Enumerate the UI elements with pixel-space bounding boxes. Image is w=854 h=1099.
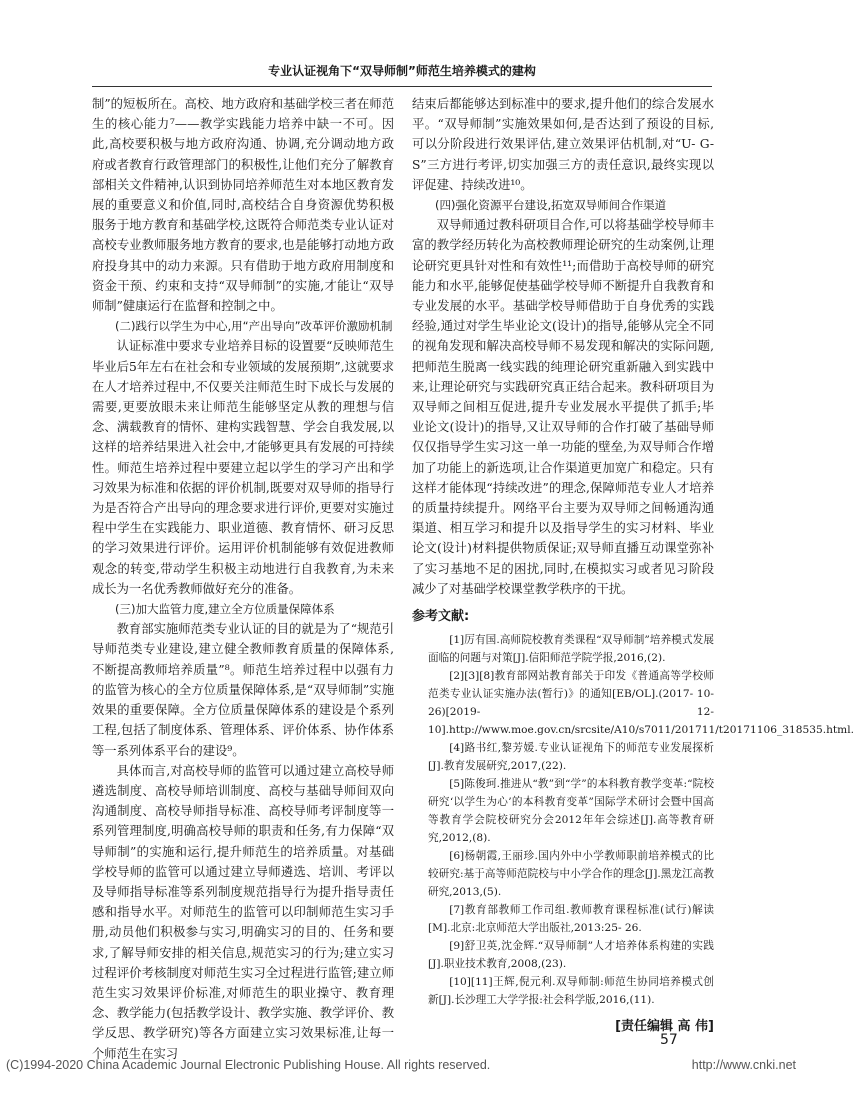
reference-item: [5]陈俊珂.推进从“教”到“学”的本科教育教学变革:“院校研究‘以学生为心’的本科教育变革”国际学术研讨会暨中国高等教育学会院校研究分会2012年年会综述[J].高等教育研究,2012,(8).	[428, 778, 714, 845]
header-rule	[92, 86, 712, 87]
paragraph: 制”的短板所在。高校、地方政府和基础学校三者在师范生的核心能力⁷——教学实践能力培养中缺一不可。因此,高校要积极与地方政府沟通、协调,充分调动地方政府或者教育行政管理部门的积极性,让他们充分了解教育部相关文件精神,认识到协同培养师范生对本地区教育发展的重要意义和价值,同时,高校结合自身资源优势积极服务于地方教育和基础学校,这既符合师范类专业认证对高校专业教师服务地方教育的要求,也是能够打动地方政府投身其中的动力来源。只有借助于地方政府用制度和资金干预、约束和支持“双导师制”的实施,才能让“双导师制”健康运行在监督和控制之中。	[92, 97, 394, 314]
paragraph: 双导师通过教科研项目合作,可以将基础学校导师丰富的教学经历转化为高校教师理论研究的生动案例,让理论研究更具针对性和有效性¹¹;而借助于高校导师的研究能力和水平,能够促使基础学校导师不断提升自我教育和专业发展的水平。基础学校导师借助于自身优秀的实践经验,通过对学生毕业论文(设计)的指导,能够从完全不同的视角发现和解决高校导师不易发现和解决的实际问题,把师范生脱离一线实践的纯理论研究重新融入到实践中来,让理论研究与实践研究真正结合起来。教科研项目为双导师之间相互促进,提升专业发展水平提供了抓手;毕业论文(设计)的指导,又让双导师的合作打破了基础导师仅仅指导学生实习这一单一功能的壁垒,为双导师合作增加了功能上的新选项,让合作渠道更加宽广和稳定。只有这样才能体现“持续改进”的理念,保障师范专业人才培养的质量持续提升。网络平台主要为双导师之间畅通沟通渠道、相互学习和提升以及指导学生的实习材料、毕业论文(设计)材料提供物质保证;双导师直播互动课堂弥补了实习基地不足的困扰,同时,在模拟实习或者见习阶段减少了对基础学校课堂教学秩序的干扰。	[412, 218, 714, 596]
left-column	[92, 94, 394, 1064]
section-heading: (四)强化资源平台建设,拓宽双导师间合作渠道	[435, 198, 667, 213]
copyright-footer	[6, 1058, 796, 1072]
cnki-link[interactable]: http://www.cnki.net	[691, 1058, 796, 1072]
responsible-editor: [责任编辑 高 伟]	[615, 1019, 714, 1035]
paragraph: 教育部实施师范类专业认证的目的就是为了“规范引导师范类专业建设,建立健全教师教育质量的保障体系,不断提高教师培养质量”⁸。师范生培养过程中以强有力的监管为核心的全方位质量保障体系,是“双导师制”实施效果的重要保障。全方位质量保障体系的建设是个系列工程,包括了制度体系、管理体系、评价体系、协作体系等一系列体系平台的建设⁹。	[92, 622, 394, 758]
paragraph: 结束后都能够达到标准中的要求,提升他们的综合发展水平。“双导师制”实施效果如何,是否达到了预设的目标,可以分阶段进行效果评估,建立效果评估机制,对“U- G- S”三方进行考评,切实加强三方的责任意识,最终实现以评促建、持续改进¹⁰。	[412, 97, 714, 192]
reference-item: [9]舒卫英,沈金辉.“双导师制”人才培养体系构建的实践[J].职业技术教育,2008,(23).	[428, 940, 714, 971]
section-heading: (三)加大监管力度,建立全方位质量保障体系	[115, 602, 335, 617]
references-list	[412, 631, 854, 1009]
section-heading: (二)践行以学生为中心,用“产出导向”改革评价激励机制	[115, 319, 393, 334]
references-title: 参考文献:	[412, 609, 470, 625]
page-number: 57	[660, 1032, 678, 1048]
reference-item: [7]教育部教师工作司组.教师教育课程标准(试行)解读[M].北京:北京师范大学出版社,2013:25- 26.	[428, 904, 714, 935]
reference-item: [6]杨朝霞,王丽珍.国内外中小学教师职前培养模式的比较研究:基于高等师范院校与中小学合作的理念[J].黑龙江高教研究,2013,(5).	[428, 850, 714, 899]
reference-item: [1]厉有国.高师院校教育类课程“双导师制”培养模式发展面临的问题与对策[J].信阳师范学院学报,2016,(2).	[428, 634, 714, 665]
reference-item: [4]路书红,黎芳媛.专业认证视角下的师范专业发展探析[J].教育发展研究,2017,(22).	[428, 742, 714, 773]
paragraph: 认证标准中要求专业培养目标的设置要“反映师范生毕业后5年左右在社会和专业领域的发展预期”,这就要求在人才培养过程中,不仅要关注师范生时下成长与发展的需要,更要放眼未来让师范生能够坚定从教的理想与信念、满载教育的情怀、建构实践智慧、学会自我发展,以这样的培养结果进入社会中,才能够更具有发展的可持续性。师范生培养过程中要建立起以学生的学习产出和学习效果为标准和依据的评价机制,既要对双导师的指导行为是否符合产出导向的理念要求进行评价,更要对实施过程中学生在实践能力、职业道德、教育情怀、研习反思的学习效果进行评价。运用评价机制能够有效促进教师观念的转变,带动学生积极主动地进行自我教育,为未来成长为一名优秀教师做好充分的准备。	[92, 339, 394, 596]
running-title: 专业认证视角下“双导师制”师范生培养模式的建构	[268, 64, 536, 78]
reference-item: [2][3][8]教育部网站教育部关于印发《普通高等学校师范类专业认证实施办法(暂行)》的通知[EB/OL].(2017- 10- 26)[2019- 12- 10].http://www.moe.gov.cn/srcsite/A10/s7011/201711/t20171106_318535.html.	[428, 670, 854, 737]
right-column	[412, 94, 854, 1037]
reference-item: [10][11]王辉,倪元利.双导师制:师范生协同培养模式创新[J].长沙理工大学学报:社会科学版,2016,(11).	[428, 976, 714, 1007]
paragraph: 具体而言,对高校导师的监管可以通过建立高校导师遴选制度、高校导师培训制度、高校与基础导师间双向沟通制度、高校导师指导标准、高校导师考评制度等一系列管理制度,明确高校导师的职责和任务,有力保障“双导师制”的实施和运行,提升师范生的培养质量。对基础学校导师的监管可以通过建立导师遴选、培训、考评以及导师指导标准等系列制度规范指导行为提升指导责任感和指导水平。对师范生的监管可以印制师范生实习手册,动员他们积极参与实习,明确实习的目的、任务和要求,了解导师安排的相关信息,规范实习的行为;建立实习过程评价考核制度对师范生实习全过程进行监管;建立师范生实习效果评价标准,对师范生的职业操守、教育理念、教学能力(包括教学设计、教学实施、教学评价、教学反思、教学研究)等各方面建立实习效果标准,让每一个师范生在实习	[92, 763, 394, 1061]
copyright-text: (C)1994-2020 China Academic Journal Electronic Publishing House. All rights reserved.	[6, 1058, 491, 1072]
